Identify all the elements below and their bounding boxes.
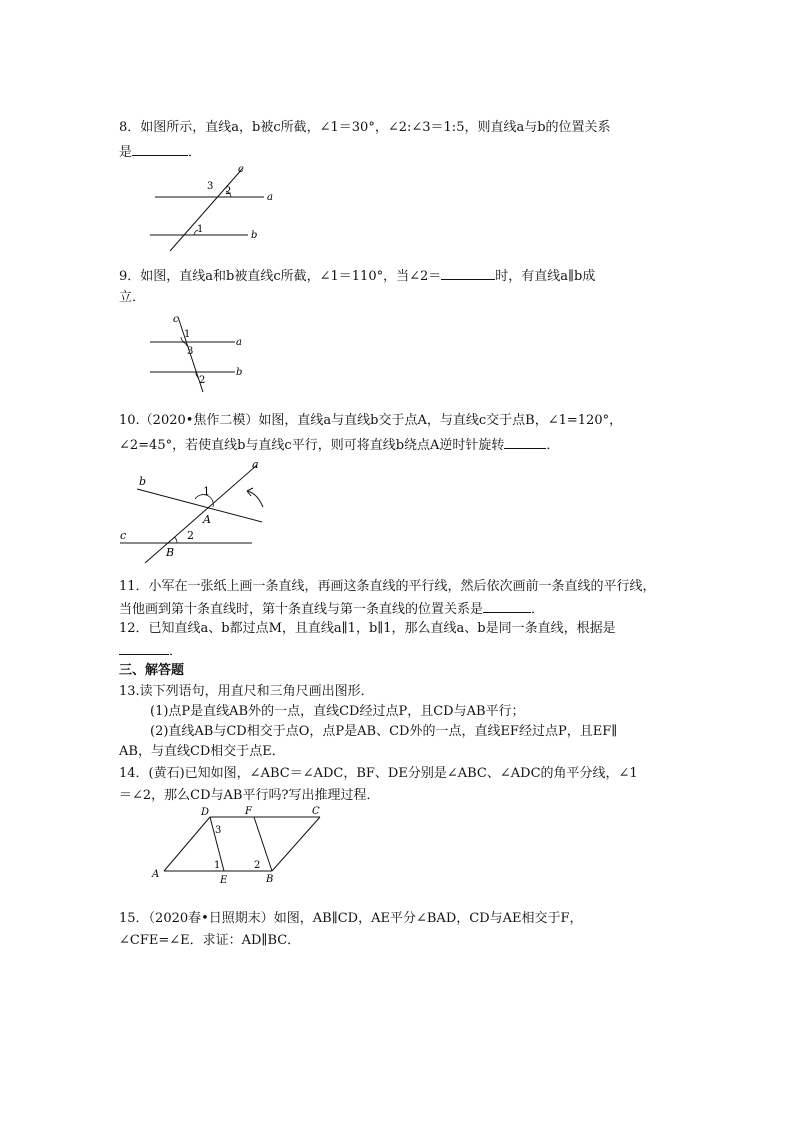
q11-text-line2 [119, 598, 544, 620]
q12-text-line2 [119, 640, 182, 662]
q10-label-A: A [203, 513, 211, 526]
q10-line-b [137, 489, 262, 522]
q8-answer-blank [132, 141, 188, 156]
q10-label-1: 1 [203, 485, 210, 498]
q8-label-b: b [251, 230, 258, 241]
q14-label-B: B [266, 874, 274, 885]
q14-text-line1: 14．(黄石)已知如图，∠ABC＝∠ADC，BF、DE分别是∠ABC、∠ADC的角平分线，∠1 [119, 766, 638, 781]
q10-answer-blank [504, 434, 546, 449]
q8-prefix: 是 [119, 145, 133, 160]
q10-label-2: 2 [187, 529, 194, 542]
q10-label-B: B [166, 546, 175, 559]
q9-label-c: c [173, 314, 179, 325]
q9-label-3: 3 [187, 346, 194, 357]
q14-label-A: A [152, 869, 160, 880]
q10-text-line2 [119, 434, 559, 456]
q9-text-line2: 立． [119, 290, 146, 305]
q9-label-1: 1 [184, 329, 191, 340]
q10-label-a: a [252, 458, 259, 471]
q14-label-D: D [201, 807, 210, 818]
q11-text-line1: 11．小军在一张纸上画一条直线，再画这条直线的平行线，然后依次画前一条直线的平行线， [119, 579, 656, 594]
q14-segment-AD [164, 817, 210, 871]
q9-text-line1 [119, 265, 595, 287]
q11-end: ． [531, 602, 545, 617]
q12-end: ． [169, 644, 183, 659]
q13-text-line4: AB，与直线CD相交于点E． [119, 744, 285, 759]
q8-text-line1: 8．如图所示，直线a，b被c所截，∠1＝30°，∠2:∠3＝1:5，则直线a与b的位置关系 [119, 120, 611, 135]
q12-text-line1: 12．已知直线a、b都过点M，且直线a∥1，b∥1，那么直线a、b是同一条直线，根据是 [119, 621, 616, 636]
q8-end: ． [188, 145, 202, 160]
q11-prefix: 当他画到第十条直线时，第十条直线与第一条直线的位置关系是 [119, 602, 484, 617]
q14-label-2: 2 [254, 860, 261, 871]
q8-label-1: 1 [197, 224, 204, 235]
q10-label-c: c [120, 529, 127, 542]
q12-answer-blank [119, 640, 169, 655]
q15-text-line2: ∠CFE=∠E．求证：AD∥BC． [119, 933, 301, 948]
q10-text-line1: 10.（2020•焦作二模）如图，直线a与直线b交于点A，与直线c交于点B，∠1=120°， [119, 413, 623, 428]
q14-segment-BC [272, 817, 320, 871]
q9-label-a: a [236, 337, 242, 348]
q9-label-2: 2 [199, 375, 206, 386]
q9-answer-blank [441, 265, 495, 280]
q11-answer-blank [483, 598, 531, 613]
q10-prefix: ∠2=45°，若使直线b与直线c平行，则可将直线b绕点A逆时针旋转 [119, 438, 505, 453]
q8-label-c: c [238, 164, 244, 175]
q14-figure [148, 805, 328, 887]
q10-label-b: b [139, 475, 147, 488]
q15-text-line1: 15．（2020春•日照期末）如图，AB∥CD，AE平分∠BAD，CD与AE相交于F， [119, 911, 583, 926]
q13-text-line2: (1)点P是直线AB外的一点，直线CD经过点P，且CD与AB平行； [150, 704, 525, 719]
q9-label-b: b [236, 367, 243, 378]
q10-angle2-arc [174, 537, 177, 543]
q10-end: ． [546, 438, 560, 453]
q14-text-line2: ＝∠2，那么CD与AB平行吗?写出推理过程． [119, 788, 380, 803]
q13-text-line1: 13.读下列语句，用直尺和三角尺画出图形． [119, 684, 374, 699]
q13-text-line3: (2)直线AB与CD相交于点O，点P是AB、CD外的一点，直线EF经过点P，且EF∥ [150, 724, 618, 739]
section-heading-answers: 三、解答题 [119, 663, 185, 678]
q14-label-3: 3 [215, 825, 222, 836]
q9-suffix: 时，有直线a∥b成 [495, 269, 596, 284]
q10-line-a [145, 465, 257, 563]
q14-label-C: C [312, 806, 320, 817]
q8-label-3: 3 [207, 181, 214, 192]
q14-label-E: E [220, 875, 228, 886]
q9-prefix: 9．如图，直线a和b被直线c所截，∠1＝110°，当∠2＝ [119, 269, 442, 284]
q9-figure [140, 310, 260, 395]
q8-label-a: a [267, 192, 273, 203]
q14-label-F: F [245, 806, 252, 817]
q10-figure [115, 455, 275, 565]
q8-figure [140, 160, 280, 255]
q14-label-1: 1 [214, 860, 221, 871]
q8-label-2: 2 [225, 186, 232, 197]
